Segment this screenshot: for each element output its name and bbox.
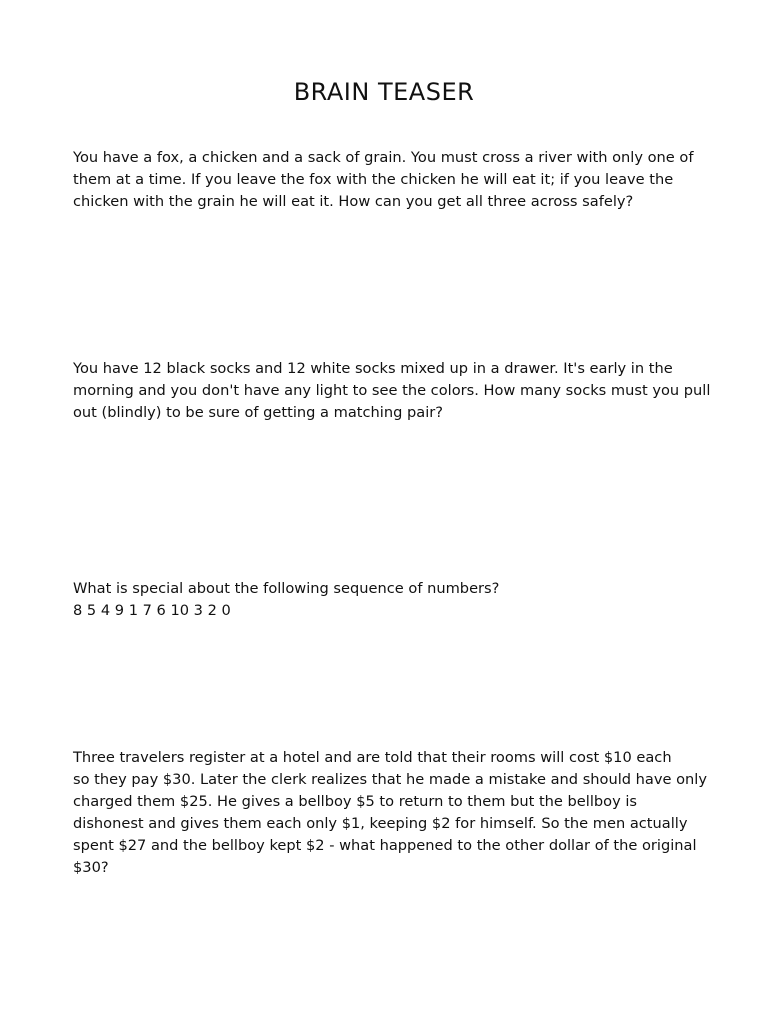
question-line: so they pay $30. Later the clerk realizes that he made a mistake and should have only [73,771,708,788]
question-line: Three travelers register at a hotel and are told that their rooms will cost $10 each [73,749,672,766]
question-line: them at a time. If you leave the fox with the chicken he will eat it; if you leave the [73,171,674,188]
question-line: You have 12 black socks and 12 white socks mixed up in a drawer. It's early in the [73,360,673,377]
question-line: out (blindly) to be sure of getting a matching pair? [73,404,444,421]
question-line: morning and you don't have any light to see the colors. How many socks must you pull [73,382,711,399]
question-hotel-dollar [73,747,708,879]
question-line: $30? [73,859,109,876]
question-socks [73,358,711,424]
question-fox-chicken-grain [73,147,701,213]
question-line: spent $27 and the bellboy kept $2 - what happened to the other dollar of the original [73,837,697,854]
question-line: What is special about the following sequence of numbers? [73,580,500,597]
question-line: charged them $25. He gives a bellboy $5 to return to them but the bellboy is [73,793,638,810]
question-number-sequence [73,578,701,622]
question-line: dishonest and gives them each only $1, keeping $2 for himself. So the men actually [73,815,688,832]
number-sequence: 8 5 4 9 1 7 6 10 3 2 0 [73,602,231,619]
question-line: chicken with the grain he will eat it. How can you get all three across safely? [73,193,634,210]
question-line: You have a fox, a chicken and a sack of grain. You must cross a river with only one of [73,149,694,166]
page-title: BRAIN TEASER [293,78,475,106]
